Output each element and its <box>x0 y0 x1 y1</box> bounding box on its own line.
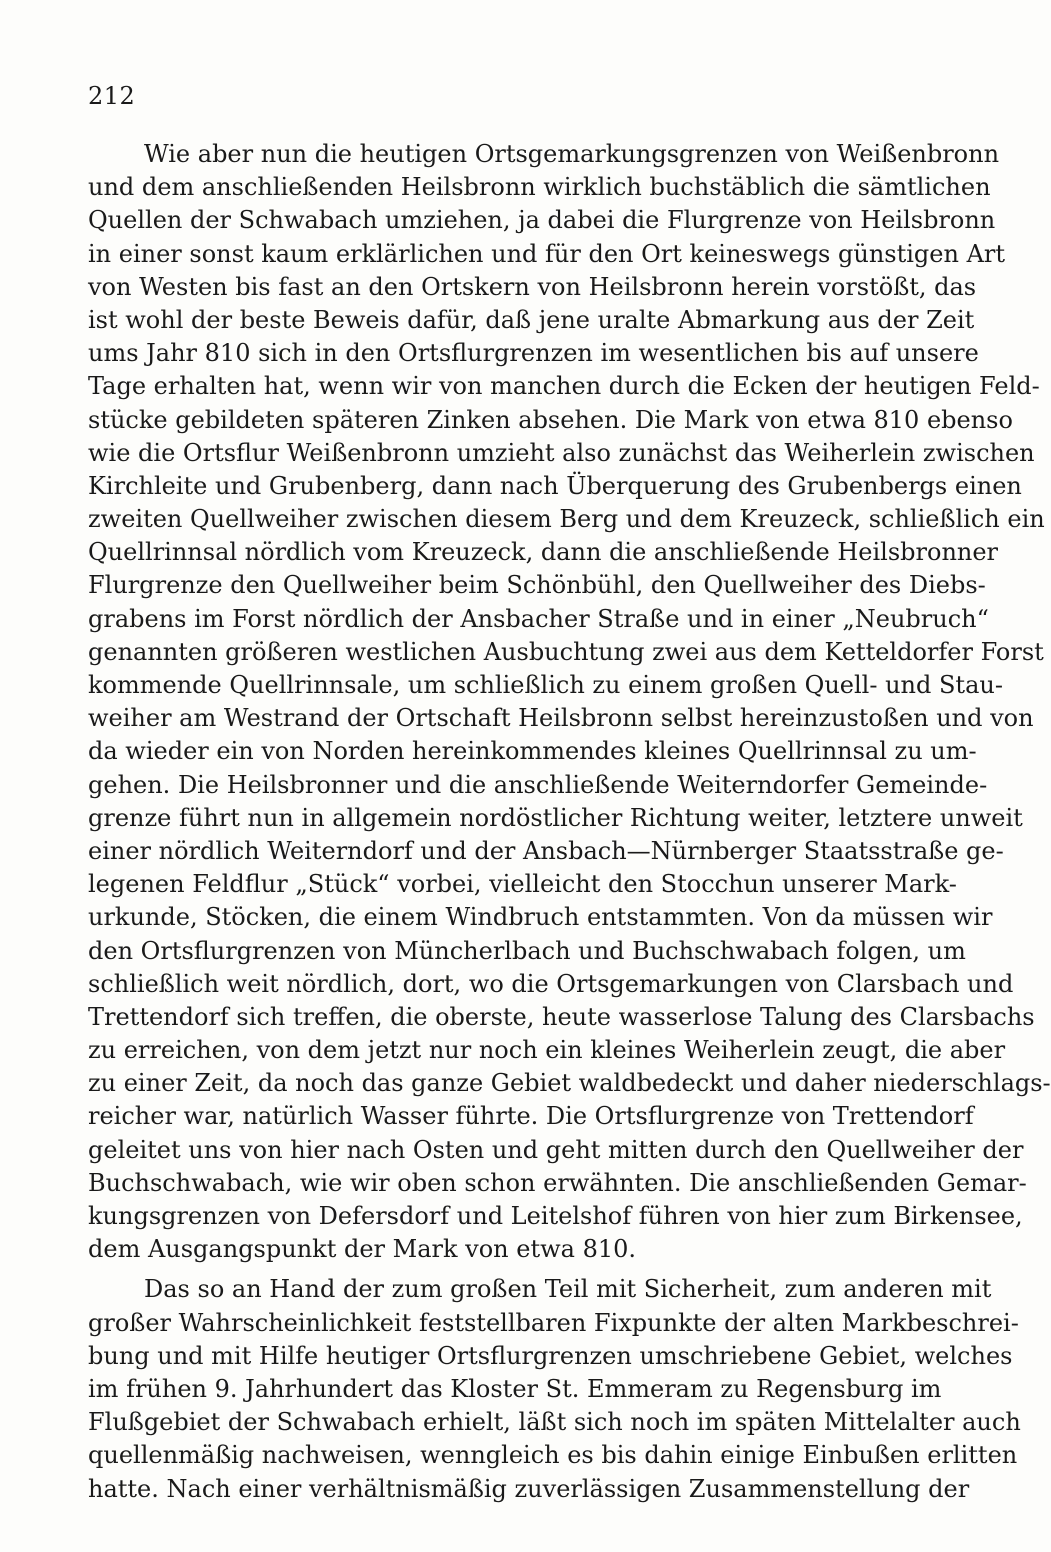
text-line: Flußgebiet der Schwabach erhielt, läßt sich noch im späten Mittelalter auch <box>88 1408 1021 1437</box>
text-line: Flurgrenze den Quellweiher beim Schönbühl, den Quellweiher des Diebs- <box>88 571 986 600</box>
text-line: hatte. Nach einer verhältnismäßig zuverlässigen Zusammenstellung der <box>88 1474 970 1503</box>
text-line: legenen Feldflur „Stück“ vorbei, vielleicht den Stocchun unserer Mark- <box>88 870 957 899</box>
text-line: zu einer Zeit, da noch das ganze Gebiet waldbedeckt und daher niederschlags- <box>88 1069 1051 1098</box>
text-line: bung und mit Hilfe heutiger Ortsflurgrenzen umschriebene Gebiet, welches <box>88 1341 1013 1370</box>
text-line: genannten größeren westlichen Ausbuchtung zwei aus dem Ketteldorfer Forst <box>88 637 1044 666</box>
text-line: wie die Ortsflur Weißenbronn umzieht also zunächst das Weiherlein zwischen <box>88 438 1035 467</box>
paragraph <box>88 138 1051 1266</box>
text-line: zu erreichen, von dem jetzt nur noch ein kleines Weiherlein zeugt, die aber <box>88 1036 1006 1065</box>
text-line: weiher am Westrand der Ortschaft Heilsbronn selbst hereinzustoßen und von <box>88 704 1034 733</box>
text-line: Quellen der Schwabach umziehen, ja dabei die Flurgrenze von Heilsbronn <box>88 206 996 235</box>
text-line: dem Ausgangspunkt der Mark von etwa 810. <box>88 1235 637 1264</box>
text-line: großer Wahrscheinlichkeit feststellbaren Fixpunkte der alten Markbeschrei- <box>88 1308 1019 1337</box>
text-line: Kirchleite und Grubenberg, dann nach Überquerung des Grubenbergs einen <box>88 471 1022 500</box>
text-line: ums Jahr 810 sich in den Ortsflurgrenzen im wesentlichen bis auf unsere <box>88 339 979 368</box>
text-line: zweiten Quellweiher zwischen diesem Berg und dem Kreuzeck, schließlich ein <box>88 505 1045 534</box>
text-line: geleitet uns von hier nach Osten und geht mitten durch den Quellweiher der <box>88 1135 1024 1164</box>
text-line: grabens im Forst nördlich der Ansbacher Straße und in einer „Neubruch“ <box>88 604 989 633</box>
text-line: ist wohl der beste Beweis dafür, daß jene uralte Abmarkung aus der Zeit <box>88 305 975 334</box>
paragraph-gap <box>88 1266 923 1273</box>
text-line: Trettendorf sich treffen, die oberste, heute wasserlose Talung des Clarsbachs <box>88 1002 1035 1031</box>
text-line: kungsgrenzen von Defersdorf und Leitelshof führen von hier zum Birkensee, <box>88 1202 1023 1230</box>
text-line: in einer sonst kaum erklärlichen und für den Ort keineswegs günstigen Art <box>88 239 1006 268</box>
text-line: Buchschwabach, wie wir oben schon erwähnten. Die anschließenden Gemar- <box>88 1168 1027 1197</box>
text-line: von Westen bis fast an den Ortskern von Heilsbronn herein vorstößt, das <box>88 272 977 301</box>
text-line: und dem anschließenden Heilsbronn wirklich buchstäblich die sämtlichen <box>88 173 991 202</box>
text-line: quellenmäßig nachweisen, wenngleich es bis dahin einige Einbußen erlitten <box>88 1441 1018 1470</box>
paragraph <box>88 1273 1021 1505</box>
text-line: den Ortsflurgrenzen von Müncherlbach und Buchschwabach folgen, um <box>88 936 966 965</box>
text-line: grenze führt nun in allgemein nordöstlicher Richtung weiter, letztere unweit <box>88 803 1023 832</box>
text-line: urkunde, Stöcken, die einem Windbruch entstammten. Von da müssen wir <box>88 903 993 932</box>
text-line: stücke gebildeten späteren Zinken absehen. Die Mark von etwa 810 ebenso <box>88 405 1013 434</box>
text-line: da wieder ein von Norden hereinkommendes kleines Quellrinnsal zu um- <box>88 737 977 766</box>
text-line: schließlich weit nördlich, dort, wo die Ortsgemarkungen von Clarsbach und <box>88 969 1014 998</box>
text-line: gehen. Die Heilsbronner und die anschließende Weiterndorfer Gemeinde- <box>88 770 988 799</box>
body-text <box>88 138 1051 1506</box>
text-line: Das so an Hand der zum großen Teil mit Sicherheit, zum anderen mit <box>144 1275 992 1304</box>
text-line: kommende Quellrinnsale, um schließlich zu einem großen Quell- und Stau- <box>88 671 1003 699</box>
text-line: Quellrinnsal nördlich vom Kreuzeck, dann die anschließende Heilsbronner <box>88 538 999 567</box>
text-line: Wie aber nun die heutigen Ortsgemarkungsgrenzen von Weißenbronn <box>144 140 1000 168</box>
text-line: einer nördlich Weiterndorf und der Ansbach—Nürnberger Staatsstraße ge- <box>88 836 1004 865</box>
page-number: 212 <box>88 82 136 110</box>
text-line: Tage erhalten hat, wenn wir von manchen durch die Ecken der heutigen Feld- <box>88 372 1040 401</box>
text-line: im frühen 9. Jahrhundert das Kloster St. Emmeram zu Regensburg im <box>88 1374 942 1403</box>
text-line: reicher war, natürlich Wasser führte. Die Ortsflurgrenze von Trettendorf <box>88 1102 974 1131</box>
